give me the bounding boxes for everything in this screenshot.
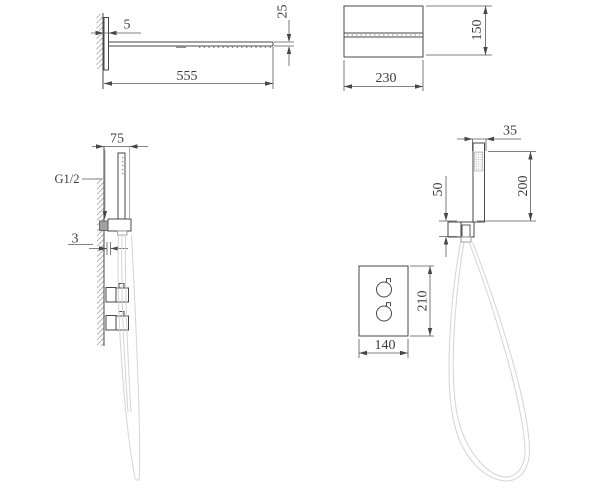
hose-nut [118, 231, 128, 235]
wall-bracket [108, 219, 131, 231]
hand-shower-wand [118, 153, 125, 219]
hose-nut [461, 237, 471, 242]
mixer-handles-side [106, 284, 129, 331]
dim-head-width: 230 [375, 71, 397, 86]
dim-head-height: 150 [470, 19, 485, 41]
wall-hatch [97, 14, 104, 69]
dim-mixer-width: 140 [374, 338, 396, 353]
dim-head-thickness: 25 [275, 4, 291, 19]
dim-arm-length: 555 [176, 69, 198, 84]
head-body [344, 6, 423, 57]
dim-wall-offset: 75 [110, 131, 124, 147]
wall-elbow [100, 221, 109, 231]
view-head-front [344, 6, 492, 91]
shower-hose [449, 242, 529, 481]
dim-wand-length: 200 [516, 175, 531, 197]
mounting-plate [104, 18, 109, 71]
dim-mixer-height: 210 [415, 290, 431, 312]
mixer-plate [359, 266, 408, 336]
view-hand-shower-side [68, 144, 148, 480]
dim-plate-thickness: 5 [123, 17, 131, 33]
dim-bracket-height: 50 [431, 182, 446, 197]
thread-size-label: G1/2 [54, 172, 80, 186]
spray-face [475, 152, 483, 171]
dim-wand-width: 35 [503, 123, 517, 139]
wall-hatch [97, 178, 104, 346]
dim-gap: 3 [71, 231, 79, 247]
shower-hose [118, 235, 140, 480]
